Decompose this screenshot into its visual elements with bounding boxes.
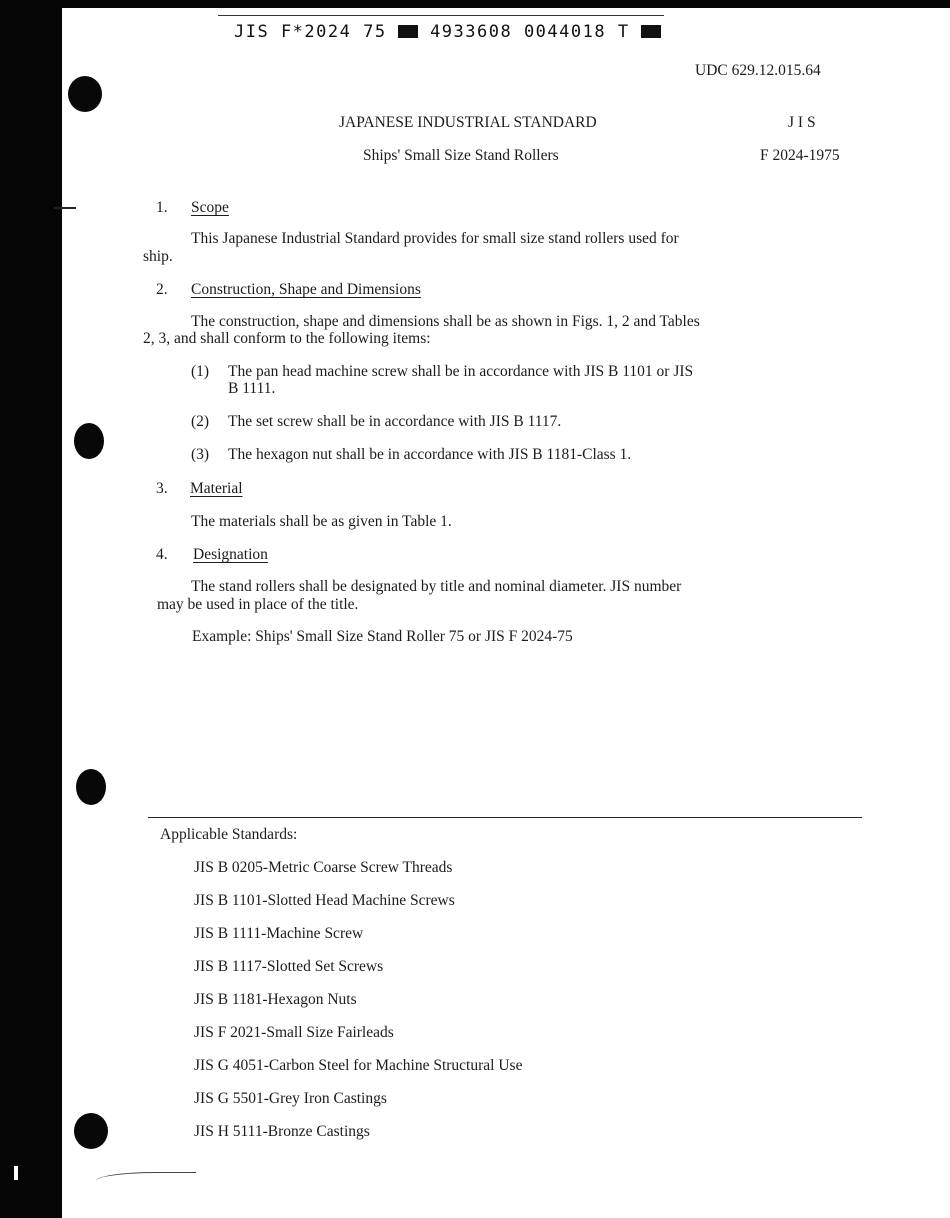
document-title: Ships' Small Size Stand Rollers — [363, 147, 559, 164]
applicable-standards-list — [194, 859, 522, 1156]
standard-org: JAPANESE INDUSTRIAL STANDARD — [339, 114, 597, 131]
list-item: JIS B 1181-Hexagon Nuts — [194, 991, 357, 1008]
item-text-line1: The pan head machine screw shall be in accordance with JIS B 1101 or JIS — [228, 363, 694, 380]
margin-tick — [54, 207, 76, 209]
section-number: 3. — [156, 480, 168, 497]
punch-hole — [74, 1113, 108, 1149]
udc-number: UDC 629.12.015.64 — [695, 62, 821, 79]
section-heading-scope: Scope — [191, 199, 229, 216]
list-item: JIS B 1101-Slotted Head Machine Screws — [194, 892, 455, 909]
list-item: JIS F 2021-Small Size Fairleads — [194, 1024, 394, 1041]
list-item: JIS H 5111-Bronze Castings — [194, 1123, 370, 1140]
section-number: 1. — [156, 199, 168, 216]
section-number: 2. — [156, 281, 168, 298]
header-code-part1: JIS F*2024 75 — [234, 22, 387, 42]
construction-text-line2: 2, 3, and shall conform to the following items: — [143, 330, 431, 347]
list-item: JIS G 5501-Grey Iron Castings — [194, 1090, 387, 1107]
scan-notch — [14, 1166, 18, 1180]
section-number: 4. — [156, 546, 168, 563]
list-item: JIS B 1117-Slotted Set Screws — [194, 958, 384, 975]
material-text: The materials shall be as given in Table 1. — [191, 513, 452, 530]
section-heading-designation: Designation — [193, 546, 268, 563]
scan-top-band — [62, 0, 950, 8]
item-label: (2) — [191, 413, 210, 430]
punch-hole — [76, 769, 106, 805]
punch-hole — [68, 76, 102, 112]
standard-number: F 2024-1975 — [760, 147, 840, 164]
margin-scribble — [96, 1172, 196, 1187]
item-text-line2: B 1111. — [228, 380, 276, 397]
item-label: (1) — [191, 363, 210, 380]
designation-example: Example: Ships' Small Size Stand Roller 75 or JIS F 2024-75 — [192, 628, 573, 645]
scope-text-line1: This Japanese Industrial Standard provides for small size stand rollers used for — [191, 230, 679, 247]
punch-hole — [74, 423, 104, 459]
item-label: (3) — [191, 446, 210, 463]
item-text-line1: The set screw shall be in accordance with JIS B 1117. — [228, 413, 562, 430]
applicable-divider — [148, 817, 862, 818]
applicable-heading: Applicable Standards: — [160, 826, 298, 843]
list-item: JIS G 4051-Carbon Steel for Machine Structural Use — [194, 1057, 523, 1074]
designation-text-line1: The stand rollers shall be designated by title and nominal diameter. JIS number — [191, 578, 682, 595]
header-code — [234, 22, 661, 42]
scan-margin-bar — [0, 0, 62, 1218]
jis-label: J I S — [788, 114, 816, 131]
section-heading-construction: Construction, Shape and Dimensions — [191, 281, 421, 298]
header-rule — [218, 15, 664, 16]
scope-text-line2: ship. — [143, 248, 173, 265]
list-item: JIS B 0205-Metric Coarse Screw Threads — [194, 859, 453, 876]
construction-text-line1: The construction, shape and dimensions shall be as shown in Figs. 1, 2 and Tables — [191, 313, 700, 330]
item-text-line1: The hexagon nut shall be in accordance with JIS B 1181-Class 1. — [228, 446, 632, 463]
section-heading-material: Material — [190, 480, 243, 497]
header-code-part2: 4933608 0044018 T — [430, 22, 630, 42]
list-item: JIS B 1111-Machine Screw — [194, 925, 364, 942]
header-block-mark — [641, 25, 661, 38]
header-block-mark — [398, 25, 418, 38]
designation-text-line2: may be used in place of the title. — [157, 596, 359, 613]
